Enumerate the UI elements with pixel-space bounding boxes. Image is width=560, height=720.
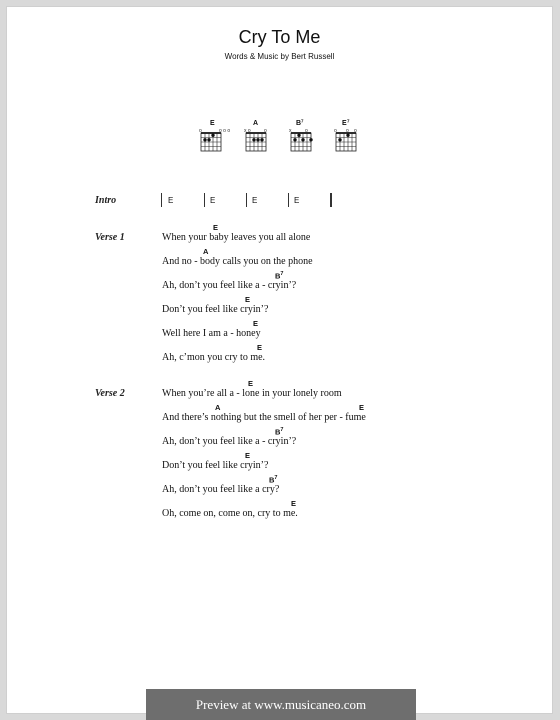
chord-symbol: A — [215, 403, 221, 412]
chord-diagram-label: E — [342, 120, 347, 127]
bar-line — [246, 193, 247, 207]
lyric-line: And there’s nothing but the smell of her per - fume — [162, 412, 366, 423]
intro-chord: E — [168, 196, 174, 205]
lyric-line: When your baby leaves you all alone — [162, 232, 311, 243]
verse-1-label: Verse 1 — [95, 232, 125, 243]
bar-line — [161, 193, 162, 207]
chord-symbol: A — [203, 247, 209, 256]
chord-symbol: $B^7$ — [275, 427, 284, 437]
chord-diagram-e — [197, 119, 237, 159]
svg-text:o o o: o o o — [219, 128, 231, 134]
svg-text:o: o — [199, 128, 202, 134]
chord-symbol: E — [359, 403, 365, 412]
chord-symbol: E — [245, 295, 251, 304]
sheet-page — [7, 7, 552, 713]
lyric-line: And no - body calls you on the phone — [162, 256, 313, 267]
song-credits: Words & Music by Bert Russell — [224, 52, 335, 61]
bar-line — [204, 193, 205, 207]
bar-line — [288, 193, 289, 207]
chord-symbol: E — [248, 379, 254, 388]
chord-symbol: E — [245, 451, 251, 460]
song-title: Cry To Me — [238, 27, 321, 47]
intro-label: Intro — [95, 195, 117, 206]
chord-diagram-superscript: 7 — [301, 119, 304, 124]
intro-chord: E — [252, 196, 258, 205]
chord-diagram-label: A — [253, 120, 259, 127]
verse-2-label: Verse 2 — [95, 388, 125, 399]
lyric-line: Ah, c’mon you cry to me. — [162, 352, 266, 363]
lyric-line: Don’t you feel like cryin’? — [162, 460, 269, 471]
chord-symbol: $B^7$ — [275, 271, 284, 281]
svg-text:o: o — [305, 128, 308, 134]
final-bar-line — [330, 193, 332, 207]
svg-text:o: o — [264, 128, 267, 134]
chord-diagram-label: E — [210, 120, 215, 127]
lyric-line: Oh, come on, come on, cry to me. — [162, 508, 298, 519]
intro-chord: E — [210, 196, 216, 205]
lyric-line: Ah, don’t you feel like a cry? — [162, 484, 280, 495]
chord-symbol: E — [253, 319, 259, 328]
chord-diagram-e7 — [332, 119, 372, 159]
preview-banner[interactable]: Preview at www.musicaneo.com — [146, 689, 416, 720]
svg-text:o: o — [346, 128, 349, 134]
lyric-line: Ah, don’t you feel like a - cryin’? — [162, 436, 297, 447]
chord-symbol: E — [257, 343, 263, 352]
svg-text:x: x — [289, 128, 292, 134]
lyric-line: When you’re all a - lone in your lonely room — [162, 388, 342, 399]
lyric-line: Don’t you feel like cryin’? — [162, 304, 269, 315]
svg-text:o: o — [354, 128, 357, 134]
chord-symbol: $B^7$ — [269, 475, 278, 485]
intro-chord: E — [294, 196, 300, 205]
chord-symbol: E — [213, 223, 219, 232]
chord-diagram-b7 — [287, 119, 327, 159]
chord-diagram-superscript: 7 — [347, 119, 350, 124]
chord-diagram-a — [242, 119, 282, 159]
lyric-line: Well here I am a - honey — [162, 328, 261, 339]
svg-text:x o: x o — [244, 128, 251, 134]
svg-text:o: o — [334, 128, 337, 134]
lyric-line: Ah, don’t you feel like a - cryin’? — [162, 280, 297, 291]
chord-diagram-label: B — [296, 120, 302, 127]
chord-symbol: E — [291, 499, 297, 508]
